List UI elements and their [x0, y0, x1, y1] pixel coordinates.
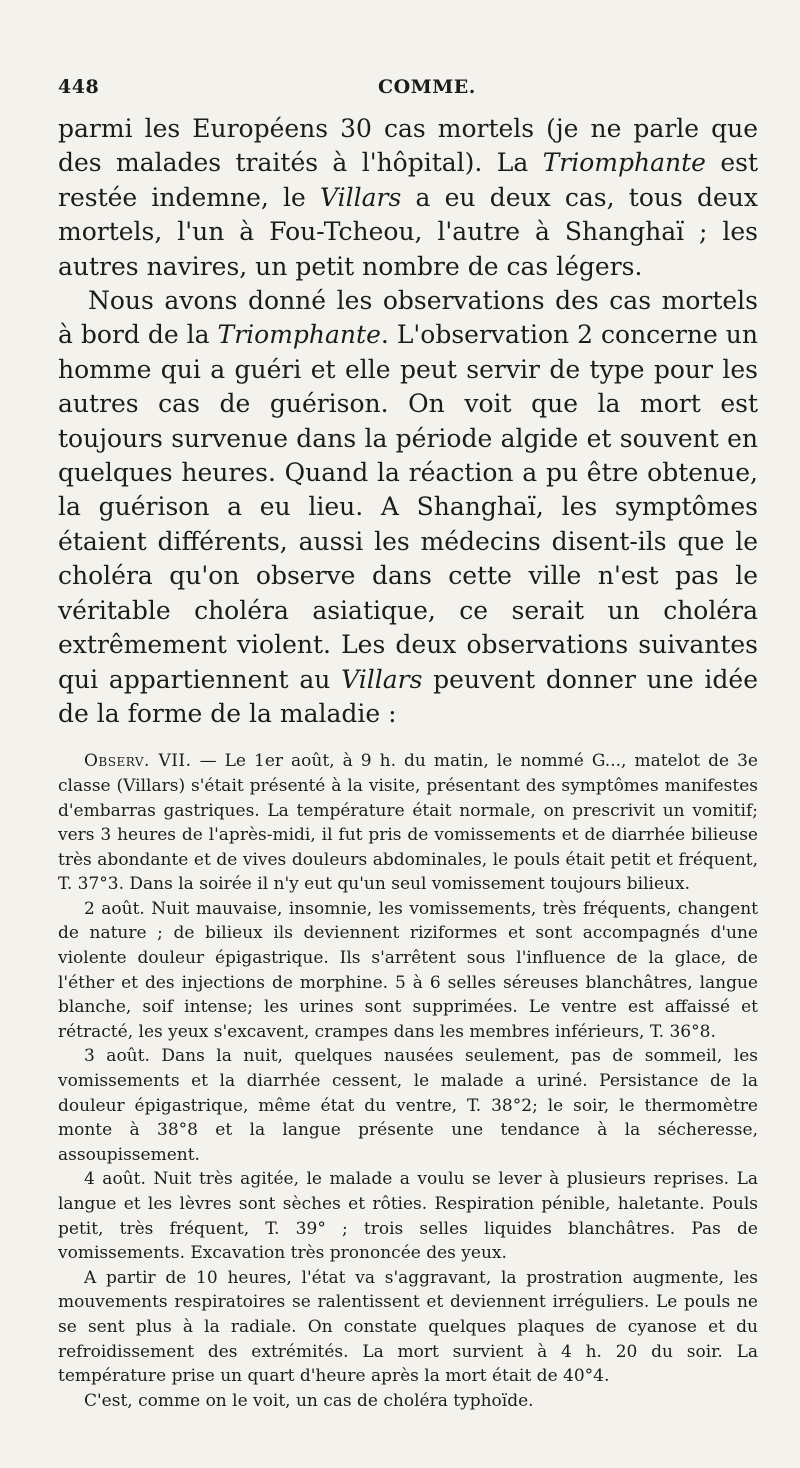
ship-name: Villars [341, 664, 423, 694]
running-header [58, 76, 758, 106]
observation-day-2: 2 août. Nuit mauvaise, insomnie, les vomissements, très fréquents, changent de nature ; de bilieux ils deviennent riziformes et sont accompagnés d'une violente douleur épigastrique. Ils s'arrêtent sous l'influence de la glace, de l'éther et des injections de morphine. 5 à 6 selles séreuses blanchâtres, langue blanche, soif intense; les urines sont supprimées. Le ventre est affaissé et rétracté, les yeux s'excavent, crampes dans les membres inférieurs, T. 36°8. [58, 898, 758, 1042]
text-run: peuvent donner une idée de la forme de la maladie : [58, 664, 758, 728]
observation-heading: Observ. VII. [84, 751, 192, 772]
running-title: COMME. [378, 76, 476, 98]
text-run: . L'observation 2 concerne un homme qui a guéri et elle peut servir de type pour les autres cas de guérison. On voit que la mort est toujours survenue dans la période algide et souvent en quelques heures. Quand la réaction a pu être obtenue, la guérison a eu lieu. A Shanghaï, les symptômes étaient différents, aussi les médecins disent-ils que le choléra qu'on observe dans cette ville n'est pas le véritable choléra asiatique, ce serait un choléra extrêmement violent. Les deux observations suivantes qui appartiennent au [58, 320, 758, 694]
main-text [58, 112, 758, 731]
paragraph-1 [58, 112, 758, 284]
page-body [58, 112, 758, 1413]
text-run: est restée indemne, le [58, 148, 759, 212]
observation-day-4: 4 août. Nuit très agitée, le malade a voulu se lever à plusieurs reprises. La langue et les lèvres sont sèches et rôties. Respiration pénible, haletante. Pouls petit, très fréquent, T. 39° ; trois selles liquides blanchâtres. Pas de vomissements. Excavation très prononcée des yeux. [58, 1169, 758, 1264]
ship-name: Triomphante [542, 148, 706, 178]
paragraph-2 [58, 284, 758, 731]
ship-name: Triomphante [217, 320, 381, 350]
text-run: Nous avons donné les observations des cas mortels à bord de la [58, 286, 758, 350]
observation-after-10: A partir de 10 heures, l'état va s'aggravant, la prostration augmente, les mouvements respiratoires se ralentissent et deviennent irréguliers. Le pouls ne se sent plus à la radiale. On constate quelques plaques de cyanose et du refroidissement des extrémités. La mort survient à 4 h. 20 du soir. La température prise un quart d'heure après la mort était de 40°4. [58, 1267, 758, 1387]
page-number: 448 [58, 76, 100, 98]
ship-name: Villars [320, 182, 402, 212]
observation-day-3: 3 août. Dans la nuit, quelques nausées seulement, pas de sommeil, les vomissements et la diarrhée cessent, le malade a uriné. Persistance de la douleur épigastrique, même état du ventre, T. 38°2; le soir, le thermomètre monte à 38°8 et la langue présente une tendance à la sécheresse, assoupissement. [58, 1046, 758, 1165]
observation-conclusion: C'est, comme on le voit, un cas de choléra typhoïde. [84, 1390, 534, 1411]
text-run: parmi les Européens 30 cas mortels (je ne parle que des malades traités à l'hôpital). La [58, 114, 758, 178]
text-run: — Le 1er août, à 9 h. du matin, le nommé G..., matelot de 3e classe (Villars) s'était présenté à la visite, présentant des symptômes manifestes d'embarras gastriques. La température était normale, on prescrivit un vomitif; vers 3 heures de l'après-midi, il fut pris de vomissements et de diarrhée bilieuse très abondante et de vives douleurs abdominales, le pouls était petit et fréquent, T. 37°3. Dans la soirée il n'y eut qu'un seul vomissement toujours bilieux. [58, 751, 758, 895]
observation-block [58, 749, 758, 1413]
text-run: a eu deux cas, tous deux mortels, l'un à Fou-Tcheou, l'autre à Shanghaï ; les autres navires, un petit nombre de cas légers. [58, 182, 758, 281]
observation-intro [58, 749, 758, 897]
